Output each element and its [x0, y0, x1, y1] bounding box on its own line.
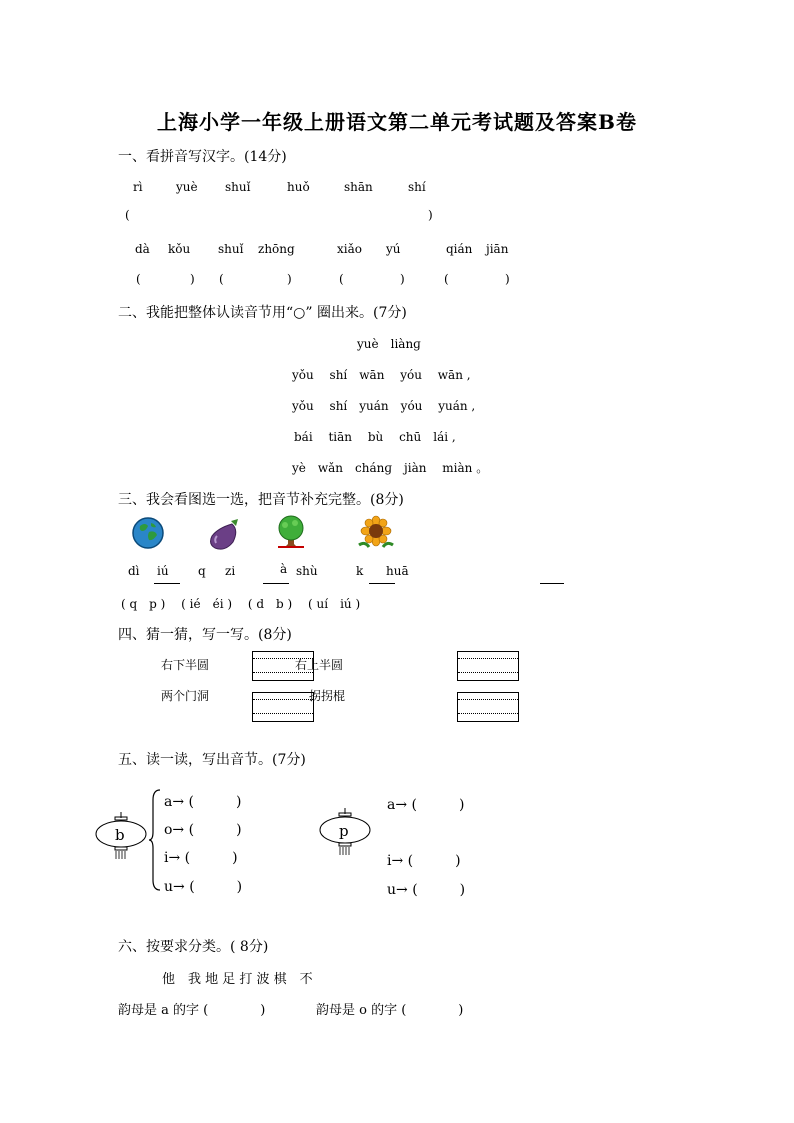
syllable: shù: [296, 564, 318, 578]
syllable: k: [356, 564, 364, 578]
answer-blank: [154, 583, 180, 584]
pinyin-8: kǒu: [168, 242, 191, 256]
page-title: 上海小学一年级上册语文第二单元考试题及答案B卷: [157, 110, 637, 134]
paren: ): [505, 272, 510, 286]
b-row: i→ ( ): [164, 850, 238, 866]
riddle-4: 拐拐棍: [309, 689, 346, 703]
classify-o: 韵母是 o 的字 ( ): [316, 1003, 464, 1018]
pinyin-9: shuǐ: [218, 242, 244, 256]
paren: ): [190, 272, 195, 286]
earth-icon: [131, 516, 165, 550]
lantern-letter: b: [115, 826, 125, 844]
syllable: huā: [386, 564, 409, 578]
character-list: 他 我 地 足 打 波 棋 不: [162, 972, 313, 987]
paren: (: [339, 272, 344, 286]
paren: (: [219, 272, 224, 286]
syllable: à: [280, 562, 288, 576]
pinyin-3: shuǐ: [225, 180, 251, 194]
b-row: o→ ( ): [164, 822, 242, 838]
poem-line-1: yuè liànɡ: [357, 337, 421, 351]
p-row: a→ ( ): [387, 797, 465, 813]
answer-paren-open: (: [125, 208, 130, 222]
section-1-heading: 一、看拼音写汉字。(14分): [118, 149, 287, 165]
poem-line-4: bái tiān bù chū lái ,: [294, 430, 456, 444]
brace-icon: [148, 788, 162, 892]
classify-a: 韵母是 a 的字 ( ): [118, 1003, 266, 1018]
pinyin-1: rì: [133, 180, 143, 194]
pinyin-12: yú: [386, 242, 401, 256]
syllable: iú: [157, 564, 169, 578]
syllable: q: [198, 564, 206, 578]
sunflower-icon: [355, 515, 397, 551]
section-5-heading: 五、读一读，写出音节。(7分): [118, 752, 306, 768]
p-row: u→ ( ): [387, 882, 466, 898]
answer-paren-close: ): [428, 208, 433, 222]
eggplant-icon: [205, 516, 243, 552]
paren: ): [287, 272, 292, 286]
pinyin-4: huǒ: [287, 180, 310, 194]
poem-line-5: yè wǎn chánɡ jiàn miàn 。: [292, 461, 489, 475]
pinyin-11: xiǎo: [337, 242, 362, 256]
choice-options: ( q p ) ( ié éi ) ( d b ) ( uí iú ): [121, 597, 361, 611]
pinyin-10: zhōng: [258, 242, 295, 256]
pinyin-13: qián: [446, 242, 473, 256]
section-3-heading: 三、我会看图选一选，把音节补充完整。(8分): [118, 492, 404, 508]
writing-box: [252, 692, 314, 722]
writing-box: [457, 692, 519, 722]
p-row: i→ ( ): [387, 853, 461, 869]
b-row: u→ ( ): [164, 879, 243, 895]
tree-icon: [274, 514, 308, 552]
answer-blank: [369, 583, 395, 584]
b-row: a→ ( ): [164, 794, 242, 810]
poem-line-2: yǒu shí wān yóu wān ,: [292, 368, 471, 382]
riddle-3: 两个门洞: [161, 689, 210, 703]
paren: (: [444, 272, 449, 286]
writing-box: [457, 651, 519, 681]
pinyin-5: shān: [344, 180, 373, 194]
syllable: dì: [128, 564, 140, 578]
riddle-1: 右下半圆: [161, 658, 210, 672]
paren: (: [136, 272, 141, 286]
section-4-heading: 四、猜一猜，写一写。(8分): [118, 627, 292, 643]
lantern-letter: p: [339, 822, 349, 840]
pinyin-6: shí: [408, 180, 426, 194]
pinyin-14: jiān: [486, 242, 509, 256]
section-6-heading: 六、按要求分类。( 8分): [118, 939, 269, 955]
poem-line-3: yǒu shí yuán yóu yuán ,: [292, 399, 476, 413]
riddle-2: 右上半圆: [295, 658, 344, 672]
paren: ): [400, 272, 405, 286]
pinyin-2: yuè: [176, 180, 198, 194]
pinyin-7: dà: [135, 242, 150, 256]
section-2-heading: 二、我能把整体认读音节用“○” 圈出来。(7分): [118, 305, 407, 321]
answer-blank: [540, 583, 564, 584]
syllable: zi: [225, 564, 236, 578]
answer-blank: [263, 583, 289, 584]
